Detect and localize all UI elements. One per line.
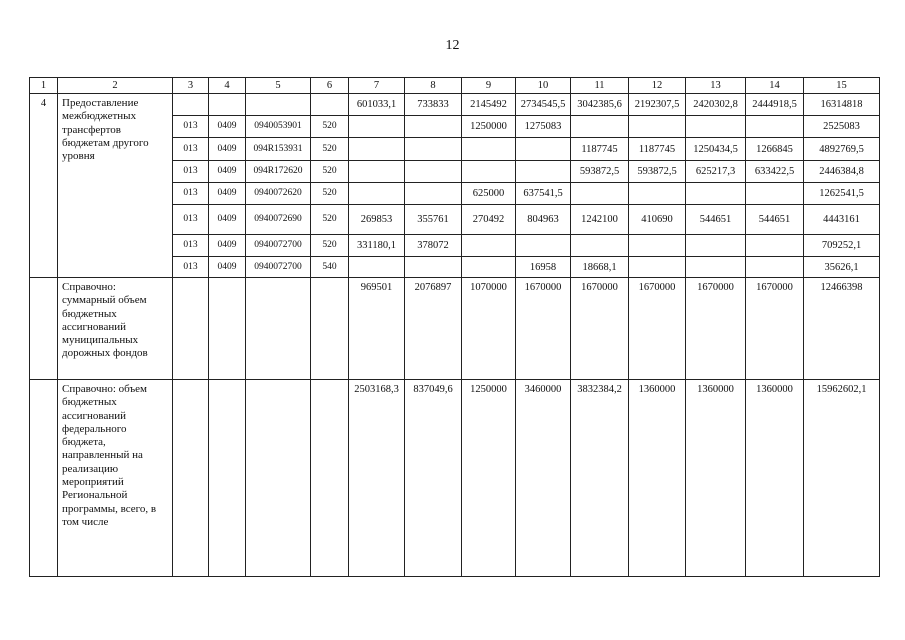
value-cell [686, 235, 746, 257]
value-cell: 18668,1 [571, 257, 629, 278]
value-cell: 16958 [516, 257, 571, 278]
empty-cell [311, 380, 349, 577]
code-cell-c4: 0409 [209, 161, 246, 183]
value-cell [405, 257, 462, 278]
value-cell: 1266845 [746, 138, 804, 161]
value-cell: 2525083 [804, 116, 880, 138]
empty-cell [311, 94, 349, 116]
value-cell: 1360000 [746, 380, 804, 577]
value-cell: 3832384,2 [571, 380, 629, 577]
code-cell-c6: 520 [311, 161, 349, 183]
empty-cell [209, 278, 246, 380]
value-cell: 355761 [405, 205, 462, 235]
value-cell: 1360000 [629, 380, 686, 577]
table-row [30, 94, 880, 116]
empty-cell [209, 380, 246, 577]
value-cell: 1187745 [571, 138, 629, 161]
empty-cell [173, 380, 209, 577]
value-cell: 2076897 [405, 278, 462, 380]
value-cell [349, 183, 405, 205]
value-cell: 544651 [686, 205, 746, 235]
value-cell: 3460000 [516, 380, 571, 577]
header-cell: 4 [209, 78, 246, 94]
value-cell: 2192307,5 [629, 94, 686, 116]
code-cell-c5: 0940053901 [246, 116, 311, 138]
reference-row [30, 380, 880, 577]
reference-row [30, 278, 880, 380]
value-cell: 1670000 [686, 278, 746, 380]
code-cell-c5: 094R153931 [246, 138, 311, 161]
empty-cell [311, 278, 349, 380]
value-cell: 2446384,8 [804, 161, 880, 183]
budget-table-body [30, 78, 880, 577]
value-cell: 12466398 [804, 278, 880, 380]
value-cell [349, 138, 405, 161]
value-cell [686, 257, 746, 278]
header-cell: 15 [804, 78, 880, 94]
header-cell: 7 [349, 78, 405, 94]
header-cell: 2 [58, 78, 173, 94]
value-cell: 733833 [405, 94, 462, 116]
empty-cell [246, 94, 311, 116]
code-cell-c4: 0409 [209, 205, 246, 235]
value-cell [349, 257, 405, 278]
code-cell-c4: 0409 [209, 235, 246, 257]
value-cell [516, 235, 571, 257]
empty-cell [173, 94, 209, 116]
value-cell: 1250434,5 [686, 138, 746, 161]
code-cell-c6: 520 [311, 205, 349, 235]
value-cell [571, 235, 629, 257]
code-cell-c4: 0409 [209, 116, 246, 138]
reference-name: Справочно: суммарный объем бюджетных ассигнований муниципальных дорожных фондов [58, 278, 173, 380]
value-cell [516, 138, 571, 161]
value-cell: 35626,1 [804, 257, 880, 278]
value-cell: 270492 [462, 205, 516, 235]
value-cell [349, 116, 405, 138]
empty-cell [246, 380, 311, 577]
code-cell-c3: 013 [173, 205, 209, 235]
code-cell-c3: 013 [173, 183, 209, 205]
value-cell [746, 257, 804, 278]
value-cell: 1360000 [686, 380, 746, 577]
value-cell: 2734545,5 [516, 94, 571, 116]
code-cell-c3: 013 [173, 161, 209, 183]
value-cell [462, 161, 516, 183]
value-cell: 633422,5 [746, 161, 804, 183]
value-cell: 593872,5 [629, 161, 686, 183]
reference-name: Справочно: объем бюджетных ассигнований федерального бюджета, направленный на реализацию мероприятий Региональной программы, всего, в том числе [58, 380, 173, 577]
value-cell: 837049,6 [405, 380, 462, 577]
value-cell: 1242100 [571, 205, 629, 235]
code-cell-c4: 0409 [209, 257, 246, 278]
code-cell-c6: 540 [311, 257, 349, 278]
value-cell: 331180,1 [349, 235, 405, 257]
value-cell [349, 161, 405, 183]
header-cell: 3 [173, 78, 209, 94]
value-cell: 15962602,1 [804, 380, 880, 577]
code-cell-c3: 013 [173, 257, 209, 278]
value-cell: 2444918,5 [746, 94, 804, 116]
value-cell: 2145492 [462, 94, 516, 116]
value-cell [746, 116, 804, 138]
value-cell: 1187745 [629, 138, 686, 161]
value-cell [629, 235, 686, 257]
page-number: 12 [445, 38, 460, 53]
value-cell: 2503168,3 [349, 380, 405, 577]
value-cell [746, 183, 804, 205]
value-cell [405, 116, 462, 138]
value-cell: 969501 [349, 278, 405, 380]
header-cell: 12 [629, 78, 686, 94]
value-cell [629, 257, 686, 278]
code-cell-c4: 0409 [209, 138, 246, 161]
header-cell: 1 [30, 78, 58, 94]
value-cell: 378072 [405, 235, 462, 257]
value-cell [405, 183, 462, 205]
value-cell: 625000 [462, 183, 516, 205]
value-cell: 269853 [349, 205, 405, 235]
value-cell [405, 138, 462, 161]
value-cell [629, 183, 686, 205]
empty-cell [30, 278, 58, 380]
value-cell: 410690 [629, 205, 686, 235]
value-cell: 637541,5 [516, 183, 571, 205]
value-cell [462, 235, 516, 257]
header-cell: 10 [516, 78, 571, 94]
code-cell-c5: 0940072620 [246, 183, 311, 205]
value-cell: 16314818 [804, 94, 880, 116]
header-cell: 6 [311, 78, 349, 94]
code-cell-c6: 520 [311, 138, 349, 161]
header-row [30, 78, 880, 94]
value-cell: 593872,5 [571, 161, 629, 183]
value-cell: 544651 [746, 205, 804, 235]
value-cell [571, 183, 629, 205]
header-cell: 5 [246, 78, 311, 94]
header-cell: 13 [686, 78, 746, 94]
value-cell: 1670000 [746, 278, 804, 380]
empty-cell [30, 380, 58, 577]
value-cell: 1670000 [571, 278, 629, 380]
code-cell-c5: 0940072700 [246, 235, 311, 257]
code-cell-c6: 520 [311, 116, 349, 138]
code-cell-c3: 013 [173, 116, 209, 138]
value-cell: 709252,1 [804, 235, 880, 257]
header-cell: 14 [746, 78, 804, 94]
header-cell: 8 [405, 78, 462, 94]
value-cell: 3042385,6 [571, 94, 629, 116]
value-cell [571, 116, 629, 138]
empty-cell [246, 278, 311, 380]
header-cell: 11 [571, 78, 629, 94]
value-cell: 804963 [516, 205, 571, 235]
code-cell-c6: 520 [311, 235, 349, 257]
value-cell [629, 116, 686, 138]
value-cell: 1670000 [629, 278, 686, 380]
value-cell: 4892769,5 [804, 138, 880, 161]
value-cell: 1670000 [516, 278, 571, 380]
value-cell: 1250000 [462, 380, 516, 577]
value-cell [405, 161, 462, 183]
value-cell: 1262541,5 [804, 183, 880, 205]
row-number: 4 [30, 94, 58, 278]
code-cell-c6: 520 [311, 183, 349, 205]
header-cell: 9 [462, 78, 516, 94]
value-cell [686, 116, 746, 138]
value-cell [686, 183, 746, 205]
value-cell [516, 161, 571, 183]
value-cell [462, 257, 516, 278]
value-cell: 1070000 [462, 278, 516, 380]
row-name: Предоставление межбюджетных трансфертов бюджетам другого уровня [58, 94, 173, 278]
code-cell-c3: 013 [173, 235, 209, 257]
value-cell: 2420302,8 [686, 94, 746, 116]
empty-cell [173, 278, 209, 380]
value-cell: 601033,1 [349, 94, 405, 116]
code-cell-c5: 0940072690 [246, 205, 311, 235]
value-cell [746, 235, 804, 257]
code-cell-c5: 0940072700 [246, 257, 311, 278]
value-cell: 625217,3 [686, 161, 746, 183]
code-cell-c3: 013 [173, 138, 209, 161]
value-cell [462, 138, 516, 161]
value-cell: 1275083 [516, 116, 571, 138]
value-cell: 4443161 [804, 205, 880, 235]
empty-cell [209, 94, 246, 116]
budget-table [29, 77, 880, 577]
value-cell: 1250000 [462, 116, 516, 138]
code-cell-c4: 0409 [209, 183, 246, 205]
code-cell-c5: 094R172620 [246, 161, 311, 183]
